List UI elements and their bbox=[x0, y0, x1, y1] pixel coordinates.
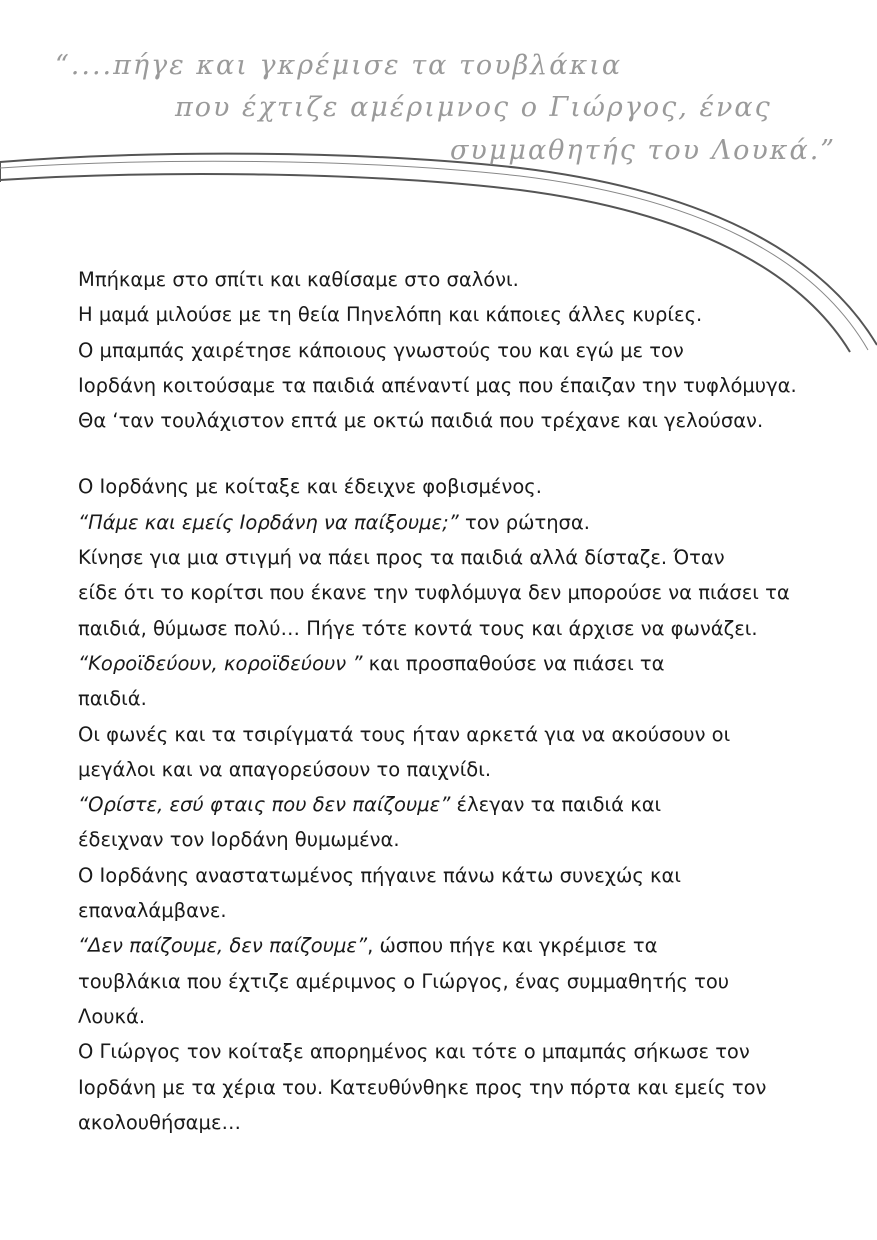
story-line: Ο μπαμπάς χαιρέτησε κάποιους γνωστούς του και εγώ με τον bbox=[78, 338, 684, 362]
story-line bbox=[78, 928, 848, 963]
story-line: Κίνησε για μια στιγμή να πάει προς τα παιδιά αλλά δίσταζε. Όταν bbox=[78, 546, 725, 570]
dialogue-tag: έλεγαν τα παιδιά και bbox=[450, 793, 662, 817]
story-line: παιδιά, θύμωσε πολύ… Πήγε τότε κοντά τους και άρχισε να φωνάζει. bbox=[78, 616, 758, 640]
story-line: έδειχναν τον Ιορδάνη θυμωμένα. bbox=[78, 828, 400, 852]
story-body bbox=[78, 262, 848, 1140]
header-quote-line-1: “....πήγε και γκρέμισε τα τουβλάκια bbox=[55, 50, 623, 81]
dialogue-quote: “Κοροϊδεύουν, κοροϊδεύουν ” bbox=[78, 651, 363, 675]
story-line: Ο Γιώργος τον κοίταξε απορημένος και τότε ο μπαμπάς σήκωσε τον bbox=[78, 1040, 750, 1064]
story-line bbox=[78, 505, 848, 540]
dialogue-tag: και προσπαθούσε να πιάσει τα bbox=[362, 651, 665, 675]
story-line bbox=[78, 646, 848, 681]
story-line: Ο Ιορδάνης με κοίταξε και έδειχνε φοβισμένος. bbox=[78, 475, 542, 499]
dialogue-quote: “Δεν παίζουμε, δεν παίζουμε” bbox=[78, 934, 368, 958]
story-line: ακολουθήσαμε… bbox=[78, 1110, 241, 1134]
story-line: Ο Ιορδάνης αναστατωμένος πήγαινε πάνω κάτω συνεχώς και bbox=[78, 863, 681, 887]
paragraph-gap bbox=[78, 438, 848, 469]
story-line: Η μαμά μιλούσε με τη θεία Πηνελόπη και κάποιες άλλες κυρίες. bbox=[78, 303, 703, 327]
story-line: Θα ‘ταν τουλάχιστον επτά με οκτώ παιδιά που τρέχανε και γελούσαν. bbox=[78, 409, 764, 433]
story-line: τουβλάκια που έχτιζε αμέριμνος ο Γιώργος, ένας συμμαθητής του bbox=[78, 969, 730, 993]
story-line: είδε ότι το κορίτσι που έκανε την τυφλόμυγα δεν μπορούσε να πιάσει τα bbox=[78, 581, 790, 605]
header-quote-line-2: που έχτιζε αμέριμνος ο Γιώργος, ένας bbox=[175, 92, 772, 123]
dialogue-quote: “Ορίστε, εσύ φταις που δεν παίζουμε” bbox=[78, 793, 451, 817]
dialogue-tag: τον ρώτησα. bbox=[458, 510, 590, 534]
story-line: επαναλάμβανε. bbox=[78, 899, 227, 923]
story-line: παιδιά. bbox=[78, 687, 147, 711]
dialogue-tag: , ώσπου πήγε και γκρέμισε τα bbox=[367, 934, 658, 958]
story-line bbox=[78, 787, 848, 822]
story-line: μεγάλοι και να απαγορεύσουν το παιχνίδι. bbox=[78, 757, 492, 781]
story-line: Μπήκαμε στο σπίτι και καθίσαμε στο σαλόνι. bbox=[78, 268, 519, 291]
dialogue-quote: “Πάμε και εμείς Ιορδάνη να παίξουμε;” bbox=[78, 510, 459, 534]
story-line: Λουκά. bbox=[78, 1004, 146, 1028]
story-line: Ιορδάνη με τα χέρια του. Κατευθύνθηκε προς την πόρτα και εμείς τον bbox=[78, 1075, 767, 1099]
story-line: Ιορδάνη κοιτούσαμε τα παιδιά απέναντί μας που έπαιζαν την τυφλόμυγα. bbox=[78, 373, 797, 397]
story-line: Οι φωνές και τα τσιρίγματά τους ήταν αρκετά για να ακούσουν οι bbox=[78, 722, 731, 746]
header-quote-line-3: συμμαθητής του Λουκά.” bbox=[450, 135, 837, 166]
